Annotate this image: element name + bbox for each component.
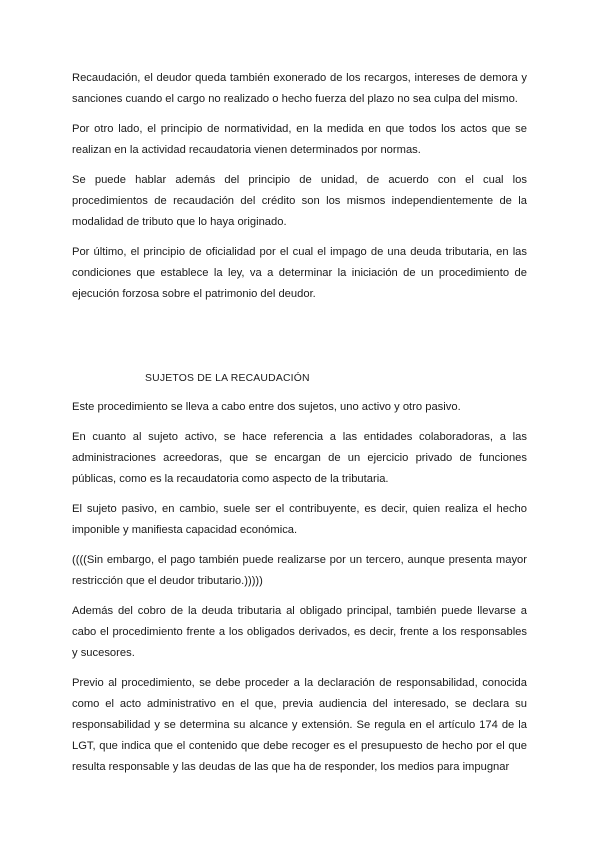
paragraph-sujeto-activo: En cuanto al sujeto activo, se hace referencia a las entidades colaboradoras, a las administraciones acreedoras, que se encargan de un ejercicio privado de funciones públicas, como es la recaudatoria como aspecto de la tributaria. bbox=[72, 431, 527, 485]
section-spacer bbox=[72, 314, 527, 369]
paragraph-normatividad: Por otro lado, el principio de normatividad, en la medida en que todos los actos que se realizan en la actividad recaudatoria vienen determinados por normas. bbox=[72, 123, 527, 156]
section-heading: SUJETOS DE LA RECAUDACIÓN bbox=[145, 373, 310, 384]
paragraph-exoneracion: Recaudación, el deudor queda también exonerado de los recargos, intereses de demora y sanciones cuando el cargo no realizado o hecho fuerza del plazo no sea culpa del mismo. bbox=[72, 72, 527, 105]
paragraph-obligados-derivados: Además del cobro de la deuda tributaria al obligado principal, también puede llevarse a cabo el procedimiento frente a los obligados derivados, es decir, frente a los responsables y sucesores. bbox=[72, 605, 527, 659]
paragraph-pago-tercero: ((((Sin embargo, el pago también puede realizarse por un tercero, aunque presenta mayor restricción que el deudor tributario.))))) bbox=[72, 554, 527, 587]
document-page bbox=[72, 68, 527, 787]
paragraph-sujetos-intro: Este procedimiento se lleva a cabo entre dos sujetos, uno activo y otro pasivo. bbox=[72, 401, 461, 413]
paragraph-oficialidad: Por último, el principio de oficialidad por el cual el impago de una deuda tributaria, en las condiciones que establece la ley, va a determinar la iniciación de un procedimiento de ejecución forzosa sobre el patrimonio del deudor. bbox=[72, 246, 527, 300]
paragraph-unidad: Se puede hablar además del principio de unidad, de acuerdo con el cual los procedimientos de recaudación del crédito son los mismos independientemente de la modalidad de tributo que lo haya originado. bbox=[72, 174, 527, 228]
paragraph-sujeto-pasivo: El sujeto pasivo, en cambio, suele ser el contribuyente, es decir, quien realiza el hecho imponible y manifiesta capacidad económica. bbox=[72, 503, 527, 536]
paragraph-declaracion-responsabilidad: Previo al procedimiento, se debe proceder a la declaración de responsabilidad, conocida como el acto administrativo en el que, previa audiencia del interesado, se declara su responsabilidad y se determina su alcance y extensión. Se regula en el artículo 174 de la LGT, que indica que el contenido que debe recoger es el presupuesto de hecho por el que resulta responsable y las deudas de las que ha de responder, los medios para impugnar bbox=[72, 677, 527, 773]
